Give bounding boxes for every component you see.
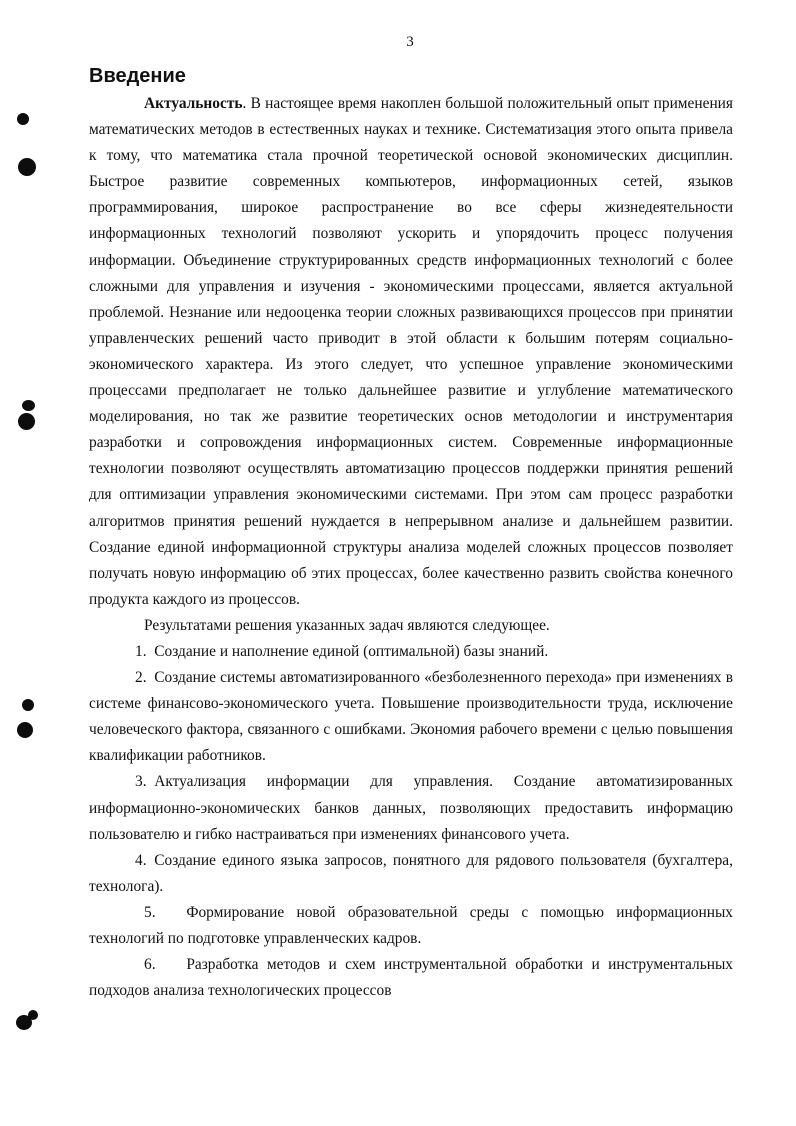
punch-hole bbox=[16, 1015, 32, 1030]
punch-hole bbox=[22, 699, 34, 711]
page-number: 3 bbox=[406, 34, 414, 50]
punch-hole bbox=[17, 722, 33, 738]
intro-paragraph bbox=[89, 91, 733, 613]
punch-hole bbox=[18, 413, 35, 430]
list-item: 4. Создание единого языка запросов, понятного для рядового пользователя (бухгалтера, технолога). bbox=[89, 851, 733, 895]
punch-hole bbox=[22, 400, 35, 411]
punch-hole bbox=[17, 113, 29, 125]
page-title: Введение bbox=[89, 65, 186, 87]
list-item: 5. Формирование новой образовательной среды с помощью информационных технологий по подготовке управленческих кадров. bbox=[89, 903, 733, 947]
list-item: 1. Создание и наполнение единой (оптимальной) базы знаний. bbox=[135, 642, 549, 660]
intro-text: . В настоящее время накоплен большой положительный опыт применения математических методов в естественных науках и технике. Систематизация этого опыта привела к тому, что математика стала прочной теоретической основой экономических дисциплин. Быстрое развитие современных компьютеров, информационных сетей, языков программирования, широкое распространение во все сферы жизнедеятельности информационных технологий позволяют ускорить и упорядочить процесс получения информации. Объединение структурированных средств информационных технологий с более сложными для управления и изучения - экономическими процессами, является актуальной проблемой. Незнание или недооценка теории сложных развивающихся процессов при принятии управленческих решений часто приводит в этой области к большим потерям социально-экономического характера. Из этого следует, что успешное управление экономическими процессами предполагает не только дальнейшее развитие и углубление математического моделирования, но так же развитие теоретических основ методологии и инструментария разработки и сопровождения информационных систем. Современные информационные технологии позволяют осуществлять автоматизацию процессов поддержки принятия решений для оптимизации управления экономическими системами. При этом сам процесс разработки алгоритмов принятия решений нуждается в непрерывном анализе и дальнейшем развитии. Создание единой информационной структуры анализа моделей сложных процессов позволяет получать новую информацию об этих процессах, более качественно развить свойства конечного продукта каждого из процессов. bbox=[89, 95, 733, 608]
punch-hole bbox=[18, 158, 36, 176]
list-item: 6. Разработка методов и схем инструментальной обработки и инструментальных подходов анализа технологических процессов bbox=[89, 956, 733, 1000]
list-item: 3. Актуализация информации для управления. Создание автоматизированных информационно-экономических банков данных, позволяющих предоставить информацию пользователю и гибко настраиваться при изменениях финансового учета. bbox=[89, 773, 733, 843]
list-item: 2. Создание системы автоматизированного «безболезненного перехода» при изменениях в системе финансово-экономического учета. Повышение производительности труда, исключение человеческого фактора, связанного с ошибками. Экономия рабочего времени с целью повышения квалификации работников. bbox=[89, 669, 733, 765]
results-intro: Результатами решения указанных задач являются следующее. bbox=[144, 616, 550, 634]
document-body bbox=[89, 91, 733, 1004]
intro-label: Актуальность bbox=[144, 95, 243, 112]
